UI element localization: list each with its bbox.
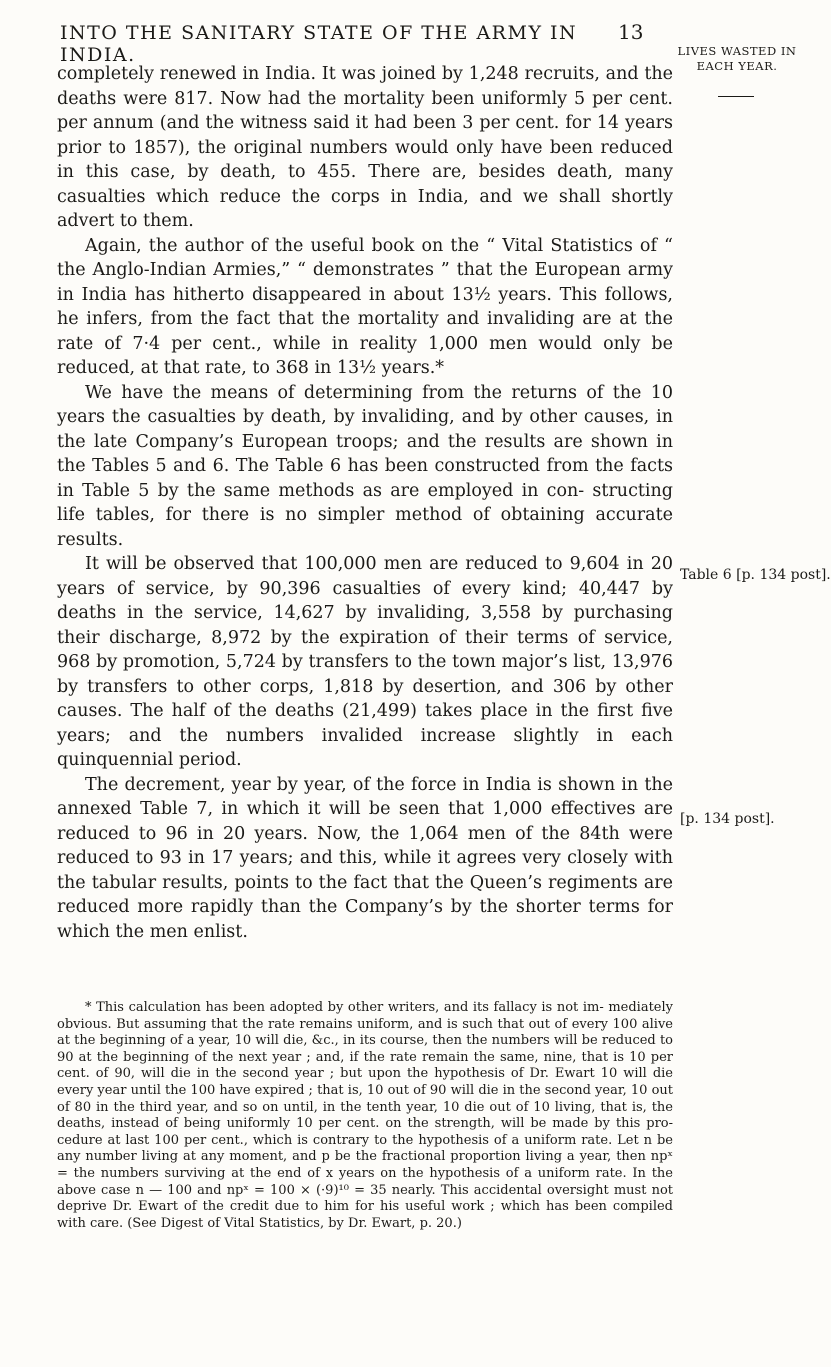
paragraph-3: We have the means of determining from the returns of the 10 years the casualties by death, by invaliding, and by other causes, in the late Company’s European troops; and the results are shown in the Tables 5 and 6. The Table 6 has been constructed from the facts in Table 5 by the same methods as are employed in con- structing life tables, for there is no simpler method of obtaining accurate results. xyxy=(57,382,673,550)
body-text xyxy=(57,62,673,944)
footnote-text: * This calculation has been adopted by other writers, and its fallacy is not im- mediately obvious. But assuming that the rate remains uniform, and is such that out of every 100 alive at the beginning of a year, 10 will die, &c., in its course, then the numbers will be reduced to 90 at the beginning of the next year ; and, if the rate remain the same, nine, that is 10 per cent. of 90, will die in the second year ; but upon the hypothesis of Dr. Ewart 10 will die every year until the 100 have expired ; that is, 10 out of 90 will die in the second year, 10 out of 80 in the third year, and so on until, in the tenth year, 10 die out of 10 living, that is, the deaths, instead of being uniformly 10 per cent. on the strength, will be made by this pro- cedure at last 100 per cent., which is contrary to the hypothesis of a uniform rate. Let n be any number living at any moment, and p be the fractional proportion living a year, then npˣ = the numbers surviving at the end of x years on the hypothesis of a uniform rate. In the above case n — 100 and npˣ = 100 × (·9)¹⁰ = 35 nearly. This accidental oversight must not deprive Dr. Ewart of the credit due to him for his useful work ; which has been compiled with care. (See Digest of Vital Statistics, by Dr. Ewart, p. 20.) xyxy=(57,1000,673,1231)
paragraph-2: Again, the author of the useful book on the “ Vital Statistics of “ the Anglo-Indian Armies,” “ demonstrates ” that the European army in India has hitherto disappeared in about 13½ years. This follows, he infers, from the fact that the mortality and invaliding are at the rate of 7·4 per cent., while in reality 1,000 men would only be reduced, at that rate, to 368 in 13½ years.* xyxy=(57,235,673,378)
page-number: 13 xyxy=(618,20,644,44)
margin-column-heading: LIVES WASTED IN EACH YEAR. xyxy=(677,44,797,73)
side-note-p134: [p. 134 post]. xyxy=(680,811,775,827)
footnote xyxy=(57,1000,673,1232)
paragraph-5: The decrement, year by year, of the force in India is shown in the annexed Table 7, in which it will be seen that 1,000 effectives are reduced to 96 in 20 years. Now, the 1,064 men of the 84th were reduced to 93 in 17 years; and this, while it agrees very closely with the tabular results, points to the fact that the Queen’s regiments are reduced more rapidly than the Company’s by the shorter terms for which the men enlist. xyxy=(57,774,673,942)
paragraph-1: completely renewed in India. It was joined by 1,248 recruits, and the deaths were 817. Now had the mortality been uniformly 5 per cent. per annum (and the witness said it had been 3 per cent. for 14 years prior to 1857), the original numbers would only have been reduced in this case, by death, to 455. There are, besides death, many casualties which reduce the corps in India, and we shall shortly advert to them. xyxy=(57,64,673,231)
margin-rule xyxy=(718,96,754,97)
paragraph-4: It will be observed that 100,000 men are reduced to 9,604 in 20 years of service, by 90,396 casualties of every kind; 40,447 by deaths in the service, 14,627 by invaliding, 3,558 by purchasing their discharge, 8,972 by the expiration of their terms of service, 968 by promotion, 5,724 by transfers to the town major’s list, 13,976 by transfers to other corps, 1,818 by desertion, and 306 by other causes. The half of the deaths (21,499) takes place in the first five years; and the numbers invalided increase slightly in each quinquennial period. xyxy=(57,554,673,770)
side-note-table-6: Table 6 [p. 134 post]. xyxy=(680,567,831,583)
running-title: INTO THE SANITARY STATE OF THE ARMY IN INDIA. xyxy=(60,22,578,66)
